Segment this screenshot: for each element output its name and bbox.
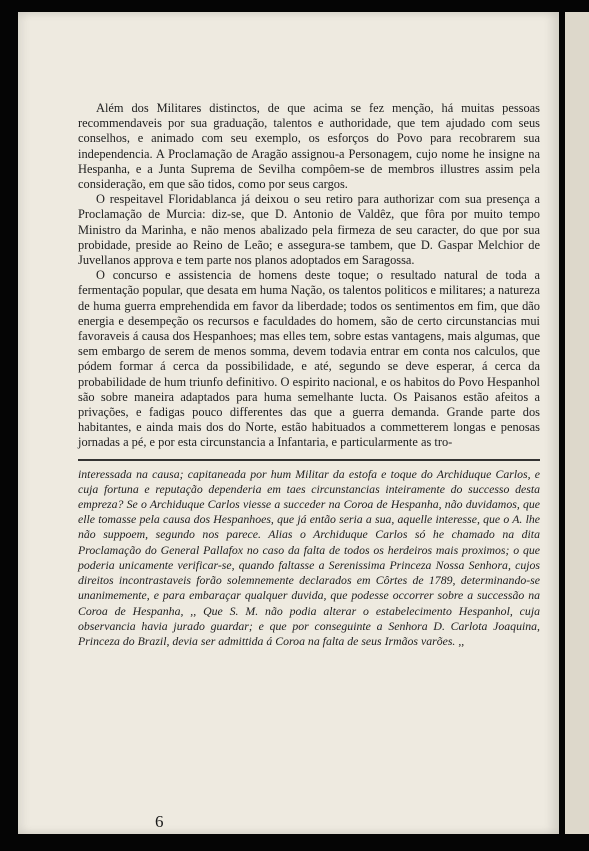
paragraph: Além dos Militares distinctos, de que acima se fez menção, há muitas pessoas recommendaveis por sua graduação, talentos e authoridade, que tem ajudado com seus conselhos, e animado com seu exemplo, os esforços do Povo para recobrarem sua independencia. A Proclamação de Aragão assignou-a Personagem, cujo nome he insigne na Hespanha, e a Junta Suprema de Sevilha compôem-se de membros illustres assim pela consideração, em que são tidos, como por seus cargos.: [78, 101, 540, 192]
footnote: [78, 467, 540, 649]
footnote-text: interessada na causa; capitaneada por hum Militar da estofa e toque do Archiduque Carlos, e cuja fortuna e reputação dependeria em taes circunstancias inteiramente do successo desta empreza? Se o Archiduque Carlos viesse a succeder na Coroa de Hespanha, não duvidamos, que elle tomasse pela causa dos Hespanhoes, que já então seria a sua, aquelle interesse, que o A. lhe não suppoem, segundo nos parece. Alias o Archiduque Carlos só he chamado na dita Proclamação do General Pallafox no caso da falta de todos os herdeiros mais proximos; o que poderia unicamente verificar-se, quando faltasse a Serenissima Princeza Nossa Senhora, cujos direitos incontrastaveis forão solemnemente declarados em Côrtes de 1789, determinando-se unanimemente, e para embaraçar qualquer duvida, que podesse occorrer sobre a successão na Coroa de Hespanha, ,, Que S. M. não podia alterar o estabelecimento Hespanhol, cuja observancia havia jurado guardar; e que por conseguinte a Senhora D. Carlota Joaquina, Princeza do Brazil, devia ser admittida á Coroa na falta de seus Irmãos varões. ,,: [78, 466, 540, 648]
paragraph: O concurso e assistencia de homens deste toque; o resultado natural de toda a fermentação popular, que desata em huma Nação, os talentos politicos e militares; a natureza de huma guerra emprehendida em favor da liberdade; todos os sentimentos em fim, que dão energia e desempeção os recursos e faculdades do homem, são de certo circunstancias mui favoraveis á causa dos Hespanhoes; mas elles tem, sobre estas vantagens, mais algumas, que sem embargo de serem de menos somma, devem todavia entrar em conta nos calculos, que pódem formar á cerca da possibilidade, e até, segundo se deve esperar, á cerca da probabilidade de hum triunfo definitivo. O espirito nacional, e os habitos do Povo Hespanhol são sobre maneira adaptados para huma semelhante lucta. Os Paisanos estão afeitos a privações, e fadigas pouco differentes das que a guerra demanda. Grande parte dos habitantes, e ainda mais dos do Norte, estão habituados a commetterem longas e penosas jornadas a pé, e por esta circunstancia a Infantaria, e particularmente as tro-: [78, 268, 540, 450]
paragraph: O respeitavel Floridablanca já deixou o seu retiro para authorizar com sua presença a Proclamação de Murcia: diz-se, que D. Antonio de Valdêz, que fôra por muito tempo Ministro da Marinha, e não menos abalizado pela firmeza de seu caracter, do que por sua probidade, preside ao Reino de Leão; e assegura-se tambem, que D. Gaspar Melchior de Juvellanos approva e tem parte nos planos adoptados em Saragossa.: [78, 192, 540, 268]
footnote-divider: [78, 459, 540, 461]
page-number: 6: [155, 812, 164, 831]
adjacent-page-edge: [565, 12, 589, 834]
page-text-block: [78, 101, 540, 649]
main-text: [78, 101, 540, 451]
